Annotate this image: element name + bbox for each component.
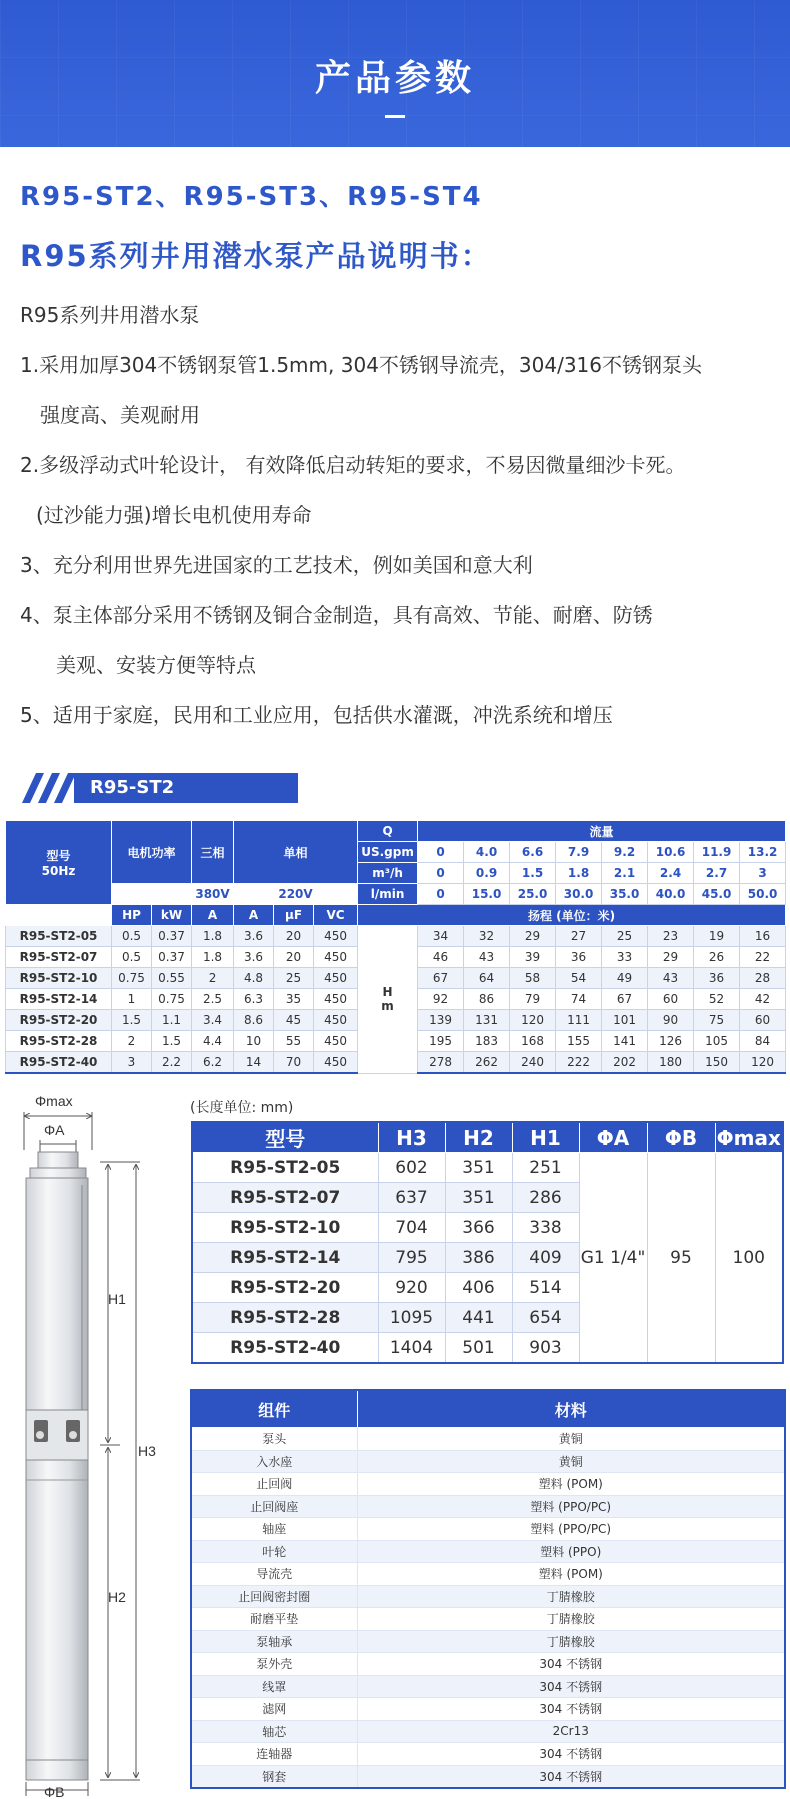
material-cell: 黄铜 <box>357 1428 785 1451</box>
material-cell: 304 不锈钢 <box>357 1675 785 1698</box>
flow-header: 流量 <box>418 821 786 842</box>
dims-model-cell: R95-ST2-05 <box>192 1153 378 1183</box>
head-cell: 19 <box>694 926 740 947</box>
dims-h2-cell: 386 <box>445 1243 512 1273</box>
dims-h3-cell: 704 <box>378 1213 445 1243</box>
hp-cell: 0.5 <box>112 926 152 947</box>
head-cell: 183 <box>464 1031 510 1052</box>
section-stripes-icon <box>8 773 78 803</box>
kw-cell: 0.55 <box>152 968 192 989</box>
dims-h2-cell: 406 <box>445 1273 512 1303</box>
head-cell: 120 <box>510 1010 556 1031</box>
part-cell: 耐磨平垫 <box>191 1608 357 1631</box>
hm-label-cell <box>358 926 418 1074</box>
dims-model-cell: R95-ST2-20 <box>192 1273 378 1303</box>
head-cell: 202 <box>602 1052 648 1074</box>
table-row <box>191 1608 785 1631</box>
head-cell: 92 <box>418 989 464 1010</box>
part-cell: 泵轴承 <box>191 1630 357 1653</box>
dimension-table <box>191 1121 784 1364</box>
dims-h2-cell: 441 <box>445 1303 512 1333</box>
model-cell: R95-ST2-05 <box>6 926 112 947</box>
q-header: Q <box>358 821 418 842</box>
paragraph-line: 5、适用于家庭，民用和工业应用，包括供水灌溉，冲洗系统和增压 <box>20 703 613 727</box>
a1-cell: 3.6 <box>234 926 274 947</box>
a1-cell: 6.3 <box>234 989 274 1010</box>
head-cell: 26 <box>694 947 740 968</box>
part-cell: 滤网 <box>191 1698 357 1721</box>
three-phase-header: 三相 <box>192 821 234 884</box>
table-row <box>191 1563 785 1586</box>
head-cell: 49 <box>602 968 648 989</box>
dims-phib-cell: 95 <box>647 1153 715 1364</box>
a1-cell: 3.6 <box>234 947 274 968</box>
uf-cell: 45 <box>274 1010 314 1031</box>
unit-kw: kW <box>152 905 192 926</box>
head-cell: 90 <box>648 1010 694 1031</box>
uf-cell: 20 <box>274 947 314 968</box>
table-row <box>191 1540 785 1563</box>
unit-uf: μF <box>274 905 314 926</box>
a1-cell: 14 <box>234 1052 274 1074</box>
head-cell: 67 <box>602 989 648 1010</box>
flow-lmin-value: 35.0 <box>602 884 648 905</box>
part-cell: 入水座 <box>191 1450 357 1473</box>
paragraph-line: 2.多级浮动式叶轮设计， 有效降低启动转矩的要求，不易因微量细沙卡死。 <box>20 453 686 477</box>
flow-m3h-value: 2.4 <box>648 863 694 884</box>
flow-lmin-value: 50.0 <box>740 884 786 905</box>
table-row <box>191 1743 785 1766</box>
power-header: 电机功率 <box>112 821 192 884</box>
dims-header-h3: H3 <box>378 1122 445 1153</box>
dims-model-cell: R95-ST2-07 <box>192 1183 378 1213</box>
phia-label: ΦA <box>44 1122 65 1138</box>
dims-h1-cell: 251 <box>512 1153 579 1183</box>
part-cell: 钢套 <box>191 1765 357 1788</box>
flow-m3h-value: 2.7 <box>694 863 740 884</box>
flow-usgpm-value: 10.6 <box>648 842 694 863</box>
flow-usgpm-value: 7.9 <box>556 842 602 863</box>
head-cell: 222 <box>556 1052 602 1074</box>
kw-cell: 0.37 <box>152 926 192 947</box>
phimax-label: Φmax <box>35 1093 73 1109</box>
kw-cell: 0.37 <box>152 947 192 968</box>
material-cell: 塑料 (PPO/PC) <box>357 1495 785 1518</box>
flow-lmin-value: 40.0 <box>648 884 694 905</box>
mat-header-material: 材料 <box>357 1390 785 1428</box>
head-cell: 28 <box>740 968 786 989</box>
dims-header-phib: ΦB <box>647 1122 715 1153</box>
title-underline <box>385 115 405 118</box>
kw-cell: 0.75 <box>152 989 192 1010</box>
material-cell: 2Cr13 <box>357 1720 785 1743</box>
paragraph-line: 4、泵主体部分采用不锈钢及铜合金制造，具有高效、节能、耐磨、防锈 <box>20 603 653 627</box>
head-cell: 43 <box>648 968 694 989</box>
head-cell: 43 <box>464 947 510 968</box>
head-cell: 32 <box>464 926 510 947</box>
head-cell: 262 <box>464 1052 510 1074</box>
material-cell: 黄铜 <box>357 1450 785 1473</box>
flow-lmin-value: 0 <box>418 884 464 905</box>
model-cell: R95-ST2-40 <box>6 1052 112 1074</box>
head-cell: 155 <box>556 1031 602 1052</box>
paragraph-line: 3、充分利用世界先进国家的工艺技术，例如美国和意大利 <box>20 553 533 577</box>
dims-h2-cell: 351 <box>445 1183 512 1213</box>
unit-note: (长度单位: mm) <box>190 1100 294 1116</box>
material-cell: 304 不锈钢 <box>357 1765 785 1788</box>
dims-h3-cell: 602 <box>378 1153 445 1183</box>
dims-phia-cell: G1 1/4" <box>579 1153 647 1364</box>
dims-model-cell: R95-ST2-10 <box>192 1213 378 1243</box>
uf-cell: 20 <box>274 926 314 947</box>
table-row <box>191 1518 785 1541</box>
unit-a3: A <box>192 905 234 926</box>
pump-outlet-icon <box>38 1152 78 1170</box>
paragraph-line: 1.采用加厚304不锈钢泵管1.5mm, 304不锈钢导流壳，304/316不锈钢泵头 <box>20 353 703 377</box>
flow-m3h-value: 3 <box>740 863 786 884</box>
material-cell: 丁腈橡胶 <box>357 1630 785 1653</box>
unit-vc: VC <box>314 905 358 926</box>
vc-cell: 450 <box>314 926 358 947</box>
dims-header-h1: H1 <box>512 1122 579 1153</box>
h3-label: H3 <box>138 1443 156 1459</box>
vc-cell: 450 <box>314 968 358 989</box>
hp-cell: 1 <box>112 989 152 1010</box>
material-cell: 塑料 (PPO) <box>357 1540 785 1563</box>
table-row <box>6 926 786 947</box>
a3-cell: 2.5 <box>192 989 234 1010</box>
part-cell: 泵头 <box>191 1428 357 1451</box>
voltage-380: 380V <box>192 884 234 905</box>
dims-header-h2: H2 <box>445 1122 512 1153</box>
phib-label: ΦB <box>44 1784 65 1799</box>
head-cell: 36 <box>556 947 602 968</box>
vc-cell: 450 <box>314 947 358 968</box>
kw-cell: 1.5 <box>152 1031 192 1052</box>
dims-h1-cell: 654 <box>512 1303 579 1333</box>
head-cell: 150 <box>694 1052 740 1074</box>
head-cell: 139 <box>418 1010 464 1031</box>
part-cell: 止回阀 <box>191 1473 357 1496</box>
a3-cell: 4.4 <box>192 1031 234 1052</box>
voltage-220: 220V <box>234 884 358 905</box>
table-row <box>191 1630 785 1653</box>
unit-hp: HP <box>112 905 152 926</box>
head-header: 扬程 (单位：米) <box>358 905 786 926</box>
dims-model-cell: R95-ST2-28 <box>192 1303 378 1333</box>
part-cell: 叶轮 <box>191 1540 357 1563</box>
a3-cell: 3.4 <box>192 1010 234 1031</box>
dims-h1-cell: 903 <box>512 1333 579 1364</box>
flow-lmin-value: 25.0 <box>510 884 556 905</box>
flow-usgpm-value: 6.6 <box>510 842 556 863</box>
head-cell: 39 <box>510 947 556 968</box>
m3h-label: m³/h <box>358 863 418 884</box>
head-cell: 131 <box>464 1010 510 1031</box>
model-cell: R95-ST2-10 <box>6 968 112 989</box>
table-row <box>191 1720 785 1743</box>
hp-cell: 2 <box>112 1031 152 1052</box>
mat-header-part: 组件 <box>191 1390 357 1428</box>
manual-subtitle: R95系列井用潜水泵产品说明书： <box>20 239 492 273</box>
part-cell: 线罩 <box>191 1675 357 1698</box>
models-subtitle: R95-ST2、R95-ST3、R95-ST4 <box>20 182 483 212</box>
table-row <box>191 1495 785 1518</box>
a3-cell: 1.8 <box>192 926 234 947</box>
hm-label-m: m <box>381 999 394 1014</box>
head-cell: 52 <box>694 989 740 1010</box>
head-cell: 67 <box>418 968 464 989</box>
a3-cell: 1.8 <box>192 947 234 968</box>
model-cell: R95-ST2-28 <box>6 1031 112 1052</box>
head-cell: 86 <box>464 989 510 1010</box>
material-cell: 塑料 (PPO/PC) <box>357 1518 785 1541</box>
hp-cell: 3 <box>112 1052 152 1074</box>
head-cell: 240 <box>510 1052 556 1074</box>
page-title: 产品参数 <box>314 58 475 99</box>
a3-cell: 6.2 <box>192 1052 234 1074</box>
vc-cell: 450 <box>314 1010 358 1031</box>
material-cell: 304 不锈钢 <box>357 1698 785 1721</box>
flow-m3h-value: 1.8 <box>556 863 602 884</box>
dims-h3-cell: 1404 <box>378 1333 445 1364</box>
h1-label: H1 <box>108 1291 126 1307</box>
model-cell: R95-ST2-07 <box>6 947 112 968</box>
flow-m3h-value: 0 <box>418 863 464 884</box>
header-banner <box>0 0 790 147</box>
table-row <box>191 1765 785 1788</box>
material-cell: 塑料 (POM) <box>357 1473 785 1496</box>
paragraph-line: R95系列井用潜水泵 <box>20 303 200 327</box>
part-cell: 泵外壳 <box>191 1653 357 1676</box>
head-cell: 84 <box>740 1031 786 1052</box>
head-cell: 64 <box>464 968 510 989</box>
a1-cell: 4.8 <box>234 968 274 989</box>
head-cell: 27 <box>556 926 602 947</box>
flow-m3h-value: 2.1 <box>602 863 648 884</box>
section-tag: R95-ST2 <box>74 773 298 803</box>
part-cell: 轴座 <box>191 1518 357 1541</box>
head-cell: 60 <box>740 1010 786 1031</box>
dims-h1-cell: 409 <box>512 1243 579 1273</box>
part-cell: 止回阀座 <box>191 1495 357 1518</box>
material-cell: 丁腈橡胶 <box>357 1608 785 1631</box>
dims-h2-cell: 501 <box>445 1333 512 1364</box>
unit-a1: A <box>234 905 274 926</box>
material-cell: 304 不锈钢 <box>357 1653 785 1676</box>
head-cell: 141 <box>602 1031 648 1052</box>
lmin-label: l/min <box>358 884 418 905</box>
head-cell: 79 <box>510 989 556 1010</box>
table-row <box>191 1450 785 1473</box>
head-cell: 16 <box>740 926 786 947</box>
uf-cell: 55 <box>274 1031 314 1052</box>
head-cell: 168 <box>510 1031 556 1052</box>
model-cell: R95-ST2-20 <box>6 1010 112 1031</box>
head-cell: 29 <box>510 926 556 947</box>
head-cell: 46 <box>418 947 464 968</box>
dims-h1-cell: 338 <box>512 1213 579 1243</box>
hp-cell: 1.5 <box>112 1010 152 1031</box>
part-cell: 止回阀密封圈 <box>191 1585 357 1608</box>
dims-header-model: 型号 <box>192 1122 378 1153</box>
hp-cell: 0.75 <box>112 968 152 989</box>
head-cell: 105 <box>694 1031 740 1052</box>
flow-usgpm-value: 9.2 <box>602 842 648 863</box>
uf-cell: 70 <box>274 1052 314 1074</box>
material-cell: 304 不锈钢 <box>357 1743 785 1766</box>
head-cell: 101 <box>602 1010 648 1031</box>
table-row <box>191 1698 785 1721</box>
head-cell: 54 <box>556 968 602 989</box>
table-row <box>191 1653 785 1676</box>
a1-cell: 10 <box>234 1031 274 1052</box>
head-cell: 22 <box>740 947 786 968</box>
head-cell: 111 <box>556 1010 602 1031</box>
material-cell: 丁腈橡胶 <box>357 1585 785 1608</box>
table-row <box>191 1675 785 1698</box>
performance-table <box>5 820 786 1074</box>
motor-body-icon <box>26 1460 88 1760</box>
dims-h3-cell: 795 <box>378 1243 445 1273</box>
uf-cell: 35 <box>274 989 314 1010</box>
a3-cell: 2 <box>192 968 234 989</box>
head-cell: 74 <box>556 989 602 1010</box>
single-phase-header: 单相 <box>234 821 358 884</box>
head-cell: 33 <box>602 947 648 968</box>
table-row <box>191 1473 785 1496</box>
flow-usgpm-value: 0 <box>418 842 464 863</box>
pump-dimension-drawing <box>0 1090 175 1799</box>
head-cell: 126 <box>648 1031 694 1052</box>
vc-cell: 450 <box>314 1052 358 1074</box>
dims-h3-cell: 1095 <box>378 1303 445 1333</box>
vc-cell: 450 <box>314 1031 358 1052</box>
head-cell: 75 <box>694 1010 740 1031</box>
pump-body-icon <box>26 1178 88 1410</box>
head-cell: 36 <box>694 968 740 989</box>
part-cell: 轴芯 <box>191 1720 357 1743</box>
hm-label-h: H <box>382 985 393 1000</box>
model-header: 型号 50Hz <box>6 821 112 905</box>
a1-cell: 8.6 <box>234 1010 274 1031</box>
flow-lmin-value: 45.0 <box>694 884 740 905</box>
flow-lmin-value: 30.0 <box>556 884 602 905</box>
head-cell: 34 <box>418 926 464 947</box>
h2-label: H2 <box>108 1589 126 1605</box>
dims-header-phimax: Φmax <box>715 1122 783 1153</box>
dims-h1-cell: 286 <box>512 1183 579 1213</box>
dims-header-phia: ΦA <box>579 1122 647 1153</box>
dims-h3-cell: 920 <box>378 1273 445 1303</box>
flow-usgpm-value: 13.2 <box>740 842 786 863</box>
head-cell: 42 <box>740 989 786 1010</box>
dims-h2-cell: 366 <box>445 1213 512 1243</box>
head-cell: 58 <box>510 968 556 989</box>
flow-usgpm-value: 4.0 <box>464 842 510 863</box>
model-cell: R95-ST2-14 <box>6 989 112 1010</box>
dims-h3-cell: 637 <box>378 1183 445 1213</box>
vc-cell: 450 <box>314 989 358 1010</box>
head-cell: 195 <box>418 1031 464 1052</box>
dims-h1-cell: 514 <box>512 1273 579 1303</box>
part-cell: 连轴器 <box>191 1743 357 1766</box>
part-cell: 导流壳 <box>191 1563 357 1586</box>
head-cell: 278 <box>418 1052 464 1074</box>
usgpm-label: US.gpm <box>358 842 418 863</box>
head-cell: 180 <box>648 1052 694 1074</box>
hp-cell: 0.5 <box>112 947 152 968</box>
head-cell: 23 <box>648 926 694 947</box>
paragraph-line: 强度高、美观耐用 <box>40 403 200 427</box>
paragraph-line: (过沙能力强)增长电机使用寿命 <box>36 503 312 527</box>
table-row <box>192 1153 783 1183</box>
flow-usgpm-value: 11.9 <box>694 842 740 863</box>
flow-m3h-value: 1.5 <box>510 863 556 884</box>
flow-m3h-value: 0.9 <box>464 863 510 884</box>
paragraph-line: 美观、安装方便等特点 <box>56 653 256 677</box>
materials-table <box>190 1389 786 1789</box>
table-row <box>191 1428 785 1451</box>
head-cell: 29 <box>648 947 694 968</box>
dims-model-cell: R95-ST2-14 <box>192 1243 378 1273</box>
head-cell: 60 <box>648 989 694 1010</box>
flow-lmin-value: 15.0 <box>464 884 510 905</box>
dims-h2-cell: 351 <box>445 1153 512 1183</box>
head-cell: 120 <box>740 1052 786 1074</box>
dims-model-cell: R95-ST2-40 <box>192 1333 378 1364</box>
table-row <box>191 1585 785 1608</box>
kw-cell: 1.1 <box>152 1010 192 1031</box>
material-cell: 塑料 (POM) <box>357 1563 785 1586</box>
uf-cell: 25 <box>274 968 314 989</box>
dims-phimax-cell: 100 <box>715 1153 783 1364</box>
head-cell: 25 <box>602 926 648 947</box>
kw-cell: 2.2 <box>152 1052 192 1074</box>
